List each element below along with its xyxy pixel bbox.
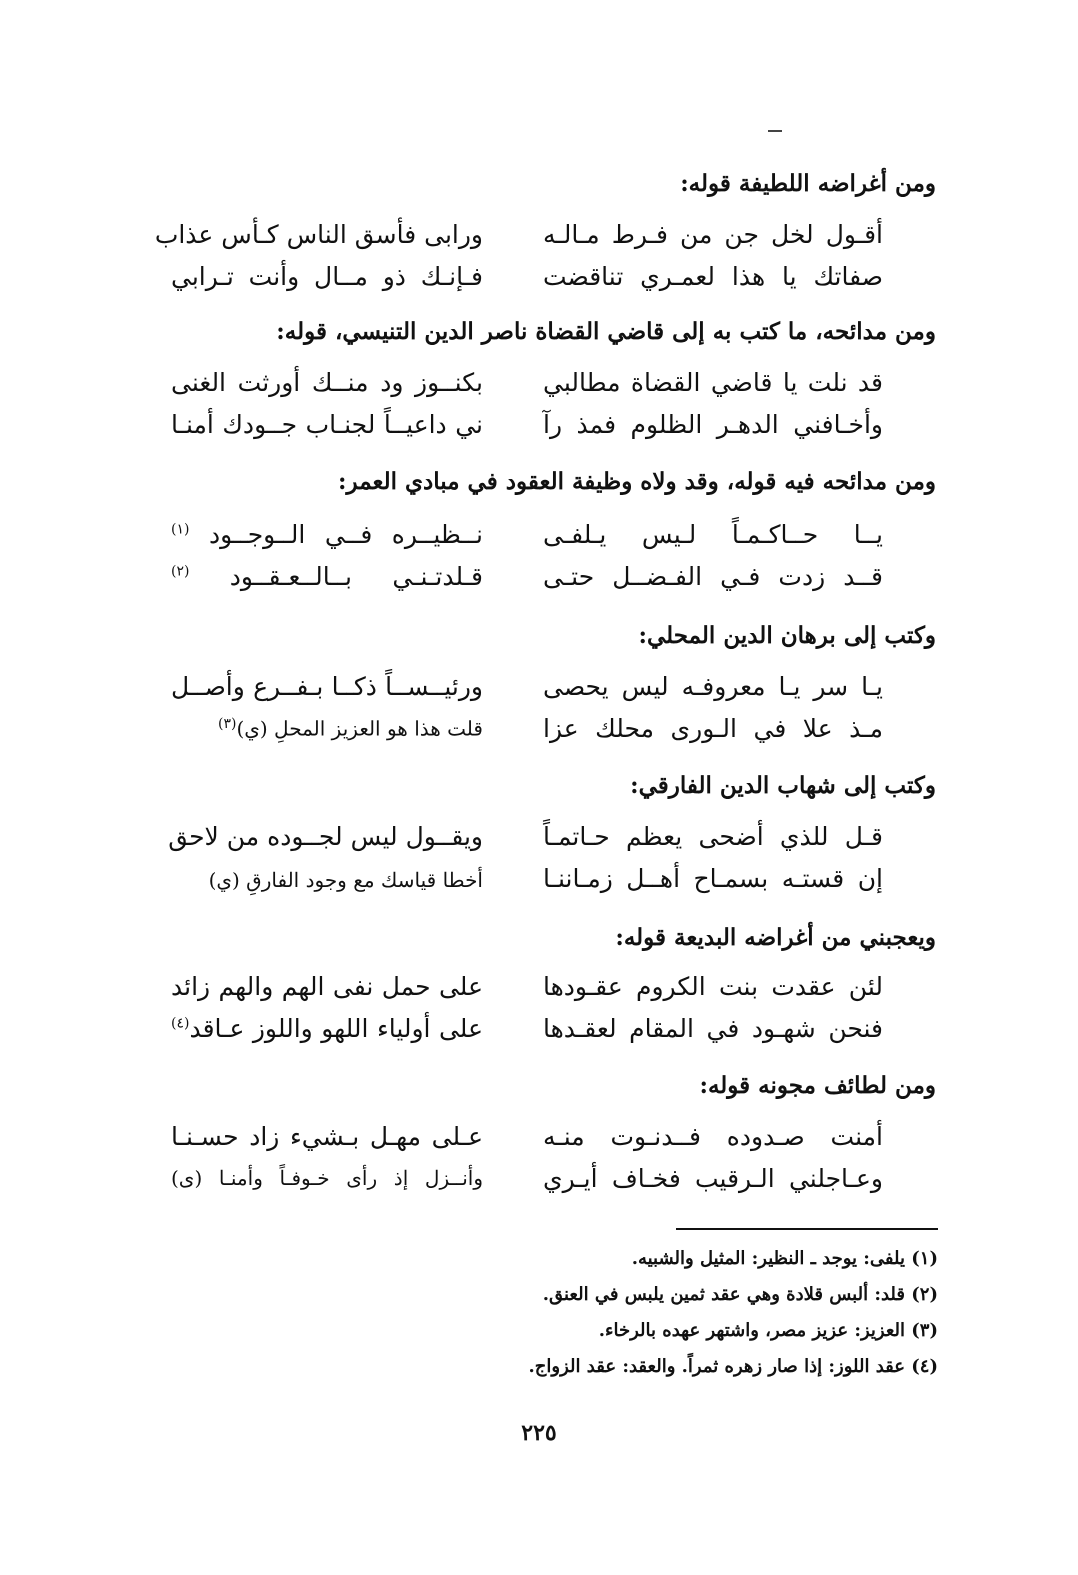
verse-text: على أولياء اللهو واللوز عـاقد [189, 1014, 483, 1043]
verse-text: نــظيــره فــي الــوجــود [209, 520, 483, 549]
section-intro: ومن لطائف مجونه قوله: [699, 1072, 936, 1099]
verse-text: قـلدتـنـي بــالــعـقــود [229, 562, 483, 591]
footnote-ref: (٤) [171, 1015, 190, 1032]
verse-second-hemistich: ورئيــســاً ذكــا بـفــرع وأصــل [171, 672, 483, 701]
section-intro: وكتب إلى شهاب الدين الفارقي: [630, 772, 936, 799]
verse-first-hemistich: إن قستـه بسمـاح أهــل زمـاننـا [543, 864, 883, 893]
verse-second-hemistich [171, 562, 483, 591]
verse-second-hemistich [171, 1014, 483, 1043]
footnote: (٣) العزيز: عزيز مصر، واشتهر عهده بالرخاء. [598, 1320, 938, 1341]
section-intro: ومن أغراضه اللطيفة قوله: [680, 170, 936, 197]
verse-first-hemistich: وأخـافني الدهـر الظلوم فمذ رآ [543, 410, 883, 439]
top-mark [768, 130, 782, 132]
verse-second-hemistich: بكنــوز ود منــك أورثت الغنى [171, 368, 483, 397]
verse-second-hemistich: ورابى فأسق الناس كـأس عذاب [154, 220, 483, 249]
verse-first-hemistich: مـذ علا في الـورى محلك عزا [543, 714, 883, 743]
footnote-ref: (٢) [171, 563, 190, 580]
verse-text: قلت هذا هو العزيز المحلِ (ي) [236, 716, 483, 741]
footnote: (١) يلفى: يوجد ـ النظير: المثيل والشبيه. [631, 1248, 938, 1269]
verse-first-hemistich: وعـاجلني الـرقيب فخـاف أيـري [543, 1164, 883, 1193]
footnote-ref: (١) [171, 521, 190, 538]
footnote-ref: (٣) [217, 716, 237, 732]
section-intro: ومن مدائحه فيه قوله، وقد ولاه وظيفة العقود في مبادي العمر: [338, 468, 936, 495]
verse-second-hemistich [171, 716, 483, 741]
footnote: (٤) عقد اللوز: إذا صار زهره ثمراً. والعقد: عقد الزواج. [528, 1356, 938, 1377]
verse-first-hemistich: يــا حــاكـمـاً لـيس يـلفـى [543, 520, 883, 549]
verse-second-hemistich: وأنــزل إذ رأى خـوفـاً وأمنـا (ى) [171, 1166, 483, 1190]
verse-first-hemistich: أمنت صـدوده فــدنـوت منـه [543, 1122, 883, 1151]
footnote: (٢) قلد: ألبس قلادة وهي عقد ثمين يلبس في العنق. [542, 1284, 938, 1305]
verse-first-hemistich: لئن عقدت بنت الكروم عقـودها [543, 972, 883, 1001]
section-intro: ويعجبني من أغراضه البديعة قوله: [615, 924, 936, 951]
verse-second-hemistich: فـإنـك ذو مــال وأنت تـرابي [171, 262, 483, 291]
verse-first-hemistich: قــد زدت فـي الفـضــل حتـى [543, 562, 883, 591]
verse-second-hemistich: ني داعيــاً لجنـاب جــودك أمنـا [171, 410, 483, 439]
verse-first-hemistich: يـا سر يـا معروفـه ليس يحصى [543, 672, 883, 701]
verse-first-hemistich: أقـول لخل جن من فـرط مـالـه [543, 220, 883, 249]
page-number: ٢٢٥ [521, 1420, 557, 1446]
section-intro: ومن مدائحه، ما كتب به إلى قاضي القضاة ناصر الدين التنيسي، قوله: [276, 318, 936, 345]
verse-second-hemistich [171, 520, 483, 549]
verse-first-hemistich: قد نلت يا قاضي القضاة مطالبي [543, 368, 883, 397]
verse-first-hemistich: فنحن شهـود في المقام لعقـدها [543, 1014, 883, 1043]
verse-second-hemistich: ويقــول ليس لجــوده من لاحق [168, 822, 483, 851]
footnote-separator [676, 1228, 938, 1230]
verse-first-hemistich: قـل للذي أضحى يعظم حـاتمـاً [543, 822, 883, 851]
verse-second-hemistich: عـلى مهـل بـشيء زاد حسـنـا [171, 1122, 483, 1151]
verse-first-hemistich: صفاتك يا هذا لعمـري تناقضت [543, 262, 883, 291]
section-intro: وكتب إلى برهان الدين المحلي: [638, 622, 936, 649]
verse-second-hemistich: أخطا قياسك مع وجود الفارقِ (ي) [208, 868, 483, 892]
verse-second-hemistich: على حمل نفى الهم والهم زائد [171, 972, 483, 1001]
